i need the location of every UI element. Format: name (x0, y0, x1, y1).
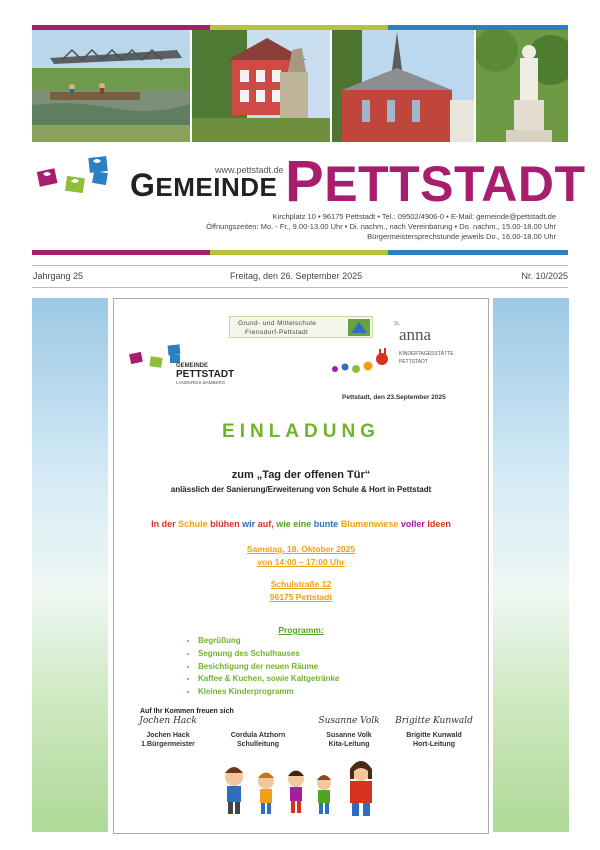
signer (309, 717, 389, 749)
photo-church (332, 30, 474, 142)
signer (128, 717, 208, 749)
slogan-word: eine (293, 519, 312, 529)
signer-name: Susanne Volk (326, 732, 372, 739)
event-street: Schulstraße 12 (270, 579, 332, 589)
kita-line1: KINDERTAGESSTÄTTE (399, 351, 454, 357)
logo-gemeinde: GEMEINDE (176, 363, 209, 369)
slogan-word: blühen (210, 519, 240, 529)
signer-role: Hort-Leitung (413, 741, 455, 748)
slogan-word: auf, (257, 519, 274, 529)
slogan-word: Blumenwiese (340, 519, 399, 529)
school-name-box (229, 316, 373, 338)
title-pettstadt-rest: ETTSTADT (324, 156, 586, 212)
color-bar-blue-bottom (388, 250, 568, 255)
program-list (186, 635, 339, 699)
flyer-date: Pettstadt, den 23.September 2025 (342, 394, 446, 401)
signer (218, 717, 298, 749)
school-logo-icon (348, 319, 370, 336)
slogan-word: In (151, 519, 160, 529)
signer-name: Jochen Hack (146, 732, 190, 739)
signer-role: 1.Bürgermeister (141, 741, 195, 748)
program-item: • Kaffee & Kuchen, sowie Kaltgetränke (198, 673, 339, 686)
school-line2: Frensdorf-Pettstadt (245, 329, 309, 336)
closing-line: Auf Ihr Kommen freuen sich (140, 708, 234, 715)
side-panel-left (32, 298, 108, 832)
signer-name: Cordula Atzhorn (230, 732, 286, 739)
color-bar-olive-bottom (210, 250, 388, 255)
signer-signature: Jochen Hack (139, 716, 197, 726)
title-gemeinde-rest: EMEINDE (155, 172, 278, 202)
address-line: Kirchplatz 10 • 96175 Pettstadt • Tel.: 09502/4906-0 • E-Mail: gemeinde@pettstadt.de (272, 212, 556, 221)
issue-number: Nr. 10/2025 (521, 271, 568, 281)
photo-town-house (192, 30, 330, 142)
school-line1: Grund- und Mittelschule (238, 320, 317, 327)
program-title: Programm: (278, 625, 324, 635)
slogan-word: wir (242, 519, 256, 529)
kita-st: St. (394, 321, 401, 327)
signer-signature (218, 717, 298, 731)
program-item: • Besichtigung der neuen Räume (198, 661, 339, 674)
kita-line2: PETTSTADT (399, 359, 428, 365)
event-date: Samstag, 18. Oktober 2025 (246, 544, 356, 554)
photo-statue (476, 30, 568, 142)
program-item: • Segnung des Schulhauses (198, 648, 339, 661)
event-city: 96175 Pettstadt (269, 592, 333, 602)
children-illustration (216, 757, 388, 819)
slogan (114, 519, 488, 529)
program-item: • Begrüßung (198, 635, 339, 648)
event-time: von 14:00 – 17:00 Uhr (257, 557, 345, 567)
signer-signature: Susanne Volk (318, 716, 380, 726)
color-bar-magenta-bottom (32, 250, 210, 255)
meta-rule-top (32, 265, 568, 266)
side-panel-right (493, 298, 569, 832)
slogan-word: bunte (313, 519, 339, 529)
website-url[interactable]: www.pettstadt.de (215, 165, 284, 175)
slogan-word: Schule (178, 519, 208, 529)
invitation-subtitle: zum „Tag der offenen Tür“ (231, 469, 371, 481)
slogan-word: voller (400, 519, 425, 529)
signer-role: Schulleitung (237, 741, 279, 748)
title-pettstadt-initial: P (285, 149, 325, 214)
hours-line: Öffnungszeiten: Mo. - Fr., 9.00-13.00 Uhr • Di. nachm., nach Vereinbarung • Do. nachm., 15.00-18.00 Uhr (206, 222, 556, 231)
kita-name: anna (399, 325, 432, 344)
invitation-subtitle2: anlässlich der Sanierung/Erweiterung von Schule & Hort in Pettstadt (170, 485, 432, 494)
logo-landkreis: LANDKREIS BAMBERG (176, 380, 226, 385)
gemeinde-logo-icon (33, 152, 118, 200)
invitation-flyer (113, 298, 489, 834)
mayor-hours-line: Bürgermeistersprechstunde jeweils Do., 16.00-18.00 Uhr (367, 232, 556, 241)
signer-signature: Brigitte Kunwald (395, 716, 473, 726)
handprints-icon (329, 347, 397, 379)
program-item: • Kleines Kinderprogramm (198, 686, 339, 699)
slogan-word: wie (276, 519, 291, 529)
logo-pettstadt: PETTSTADT (176, 369, 235, 380)
slogan-word: Ideen (427, 519, 451, 529)
signer (394, 717, 474, 749)
invitation-heading: EINLADUNG (222, 421, 380, 442)
issue-date: Freitag, den 26. September 2025 (230, 271, 363, 281)
meta-rule-bottom (32, 287, 568, 288)
slogan-word: der (161, 519, 176, 529)
title-pettstadt (285, 148, 586, 215)
signer-name: Brigitte Kunwald (406, 732, 462, 739)
signer-role: Kita-Leitung (328, 741, 370, 748)
title-gemeinde (130, 167, 277, 204)
volume-label: Jahrgang 25 (33, 271, 84, 281)
photo-ferry-river (32, 30, 190, 142)
title-gemeinde-initial: G (130, 167, 156, 203)
